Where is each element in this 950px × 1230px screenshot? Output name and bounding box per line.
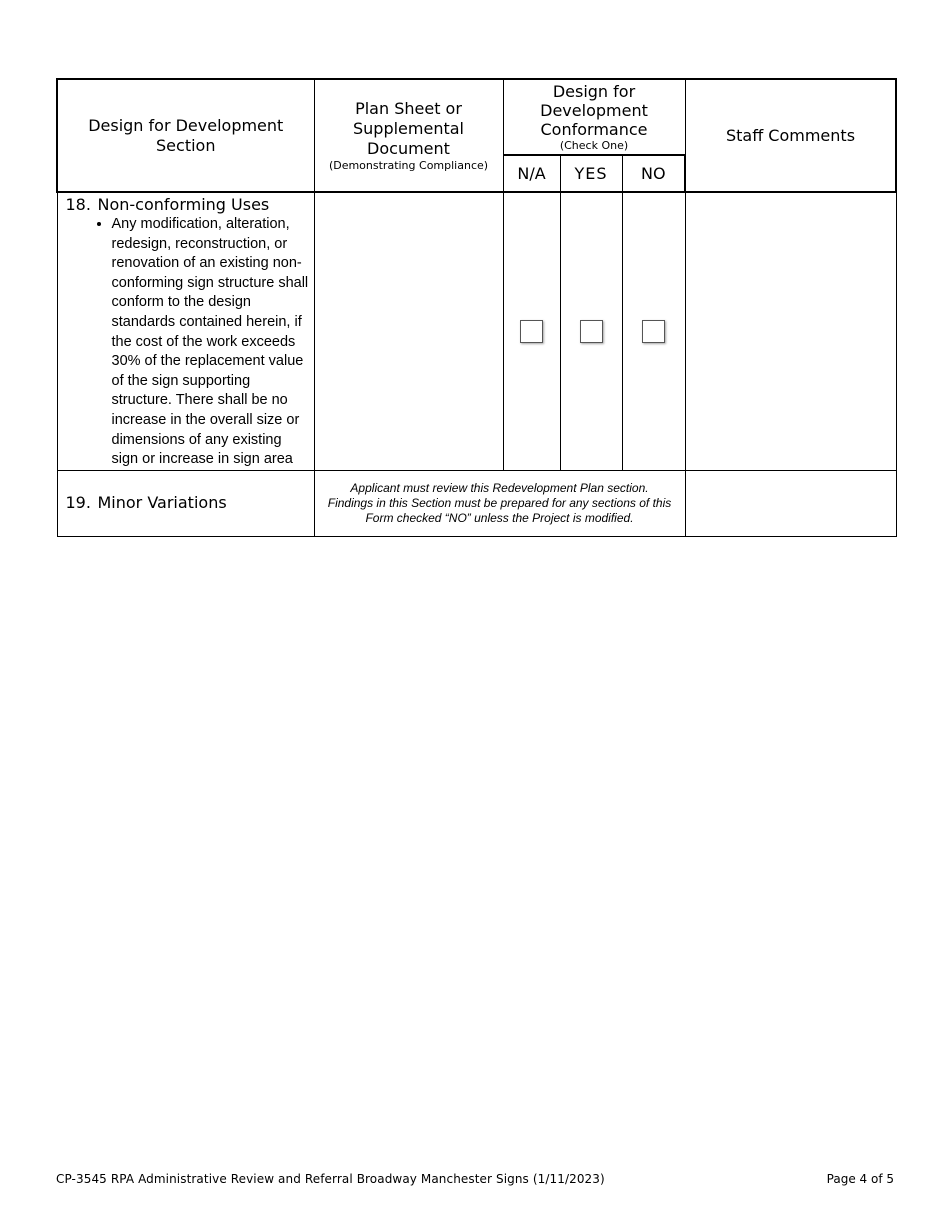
footer-form-id: CP-3545 RPA Administrative Review and Referral Broadway Manchester Signs (1/11/2023): [56, 1172, 605, 1186]
header-yes: YES: [560, 155, 622, 192]
row-18-section: [57, 192, 314, 470]
table-row-19: [57, 470, 896, 536]
row-19-note-cell: [314, 470, 685, 536]
row-18-na-checkbox[interactable]: [520, 320, 543, 343]
row-19-title: [66, 493, 314, 513]
row-18-plan-sheet-cell[interactable]: [314, 192, 503, 470]
row-19-staff-comments-cell[interactable]: [685, 470, 896, 536]
row-18-bullets: [66, 215, 310, 470]
design-review-table: [56, 78, 897, 537]
header-section: [57, 79, 314, 192]
table-row-18: [57, 192, 896, 470]
header-staff-comments-label: Staff Comments: [725, 125, 856, 145]
header-conformance-note: (Check One): [559, 139, 629, 152]
row-19-section: [57, 470, 314, 536]
header-plan-sheet-note: (Demonstrating Compliance): [328, 159, 489, 172]
header-na: N/A: [503, 155, 560, 192]
row-18-no-checkbox[interactable]: [642, 320, 665, 343]
row-19-number: 19.: [65, 493, 91, 513]
row-18-yes-cell: [560, 192, 622, 470]
footer-page-number: Page 4 of 5: [826, 1172, 894, 1186]
header-conformance: [503, 79, 685, 155]
row-18-number: 18.: [65, 195, 91, 214]
row-18-no-cell: [622, 192, 685, 470]
row-18-yes-checkbox[interactable]: [580, 320, 603, 343]
header-no: NO: [622, 155, 685, 192]
row-18-title: [66, 195, 310, 215]
header-plan-sheet: [314, 79, 503, 192]
header-section-label: Design for Development Section: [88, 115, 284, 155]
row-19-note: Applicant must review this Redevelopment Plan section. Findings in this Section must be prepared for any sections of this Form checked “NO” unless the Project is modified.: [327, 480, 672, 525]
row-18-title-text: Non-conforming Uses: [97, 195, 270, 214]
row-18-na-cell: [503, 192, 560, 470]
row-19-title-text: Minor Variations: [97, 493, 227, 513]
row-18-staff-comments-cell[interactable]: [685, 192, 896, 470]
header-plan-sheet-label: Plan Sheet or Supplemental Document: [353, 99, 464, 158]
header-conformance-label: Design for Development Conformance: [540, 82, 648, 139]
row-18-bullet: • Any modification, alteration, redesign, reconstruction, or renovation of an existing non-conforming sign structure shall conform to the design standards contained herein, if the cost of the work exceeds 30% of the replacement value of the sign supporting structure. There shall be no increase in the overall size or dimensions of any existing sign or increase in sign area: [112, 215, 310, 470]
header-staff-comments: [685, 79, 896, 192]
